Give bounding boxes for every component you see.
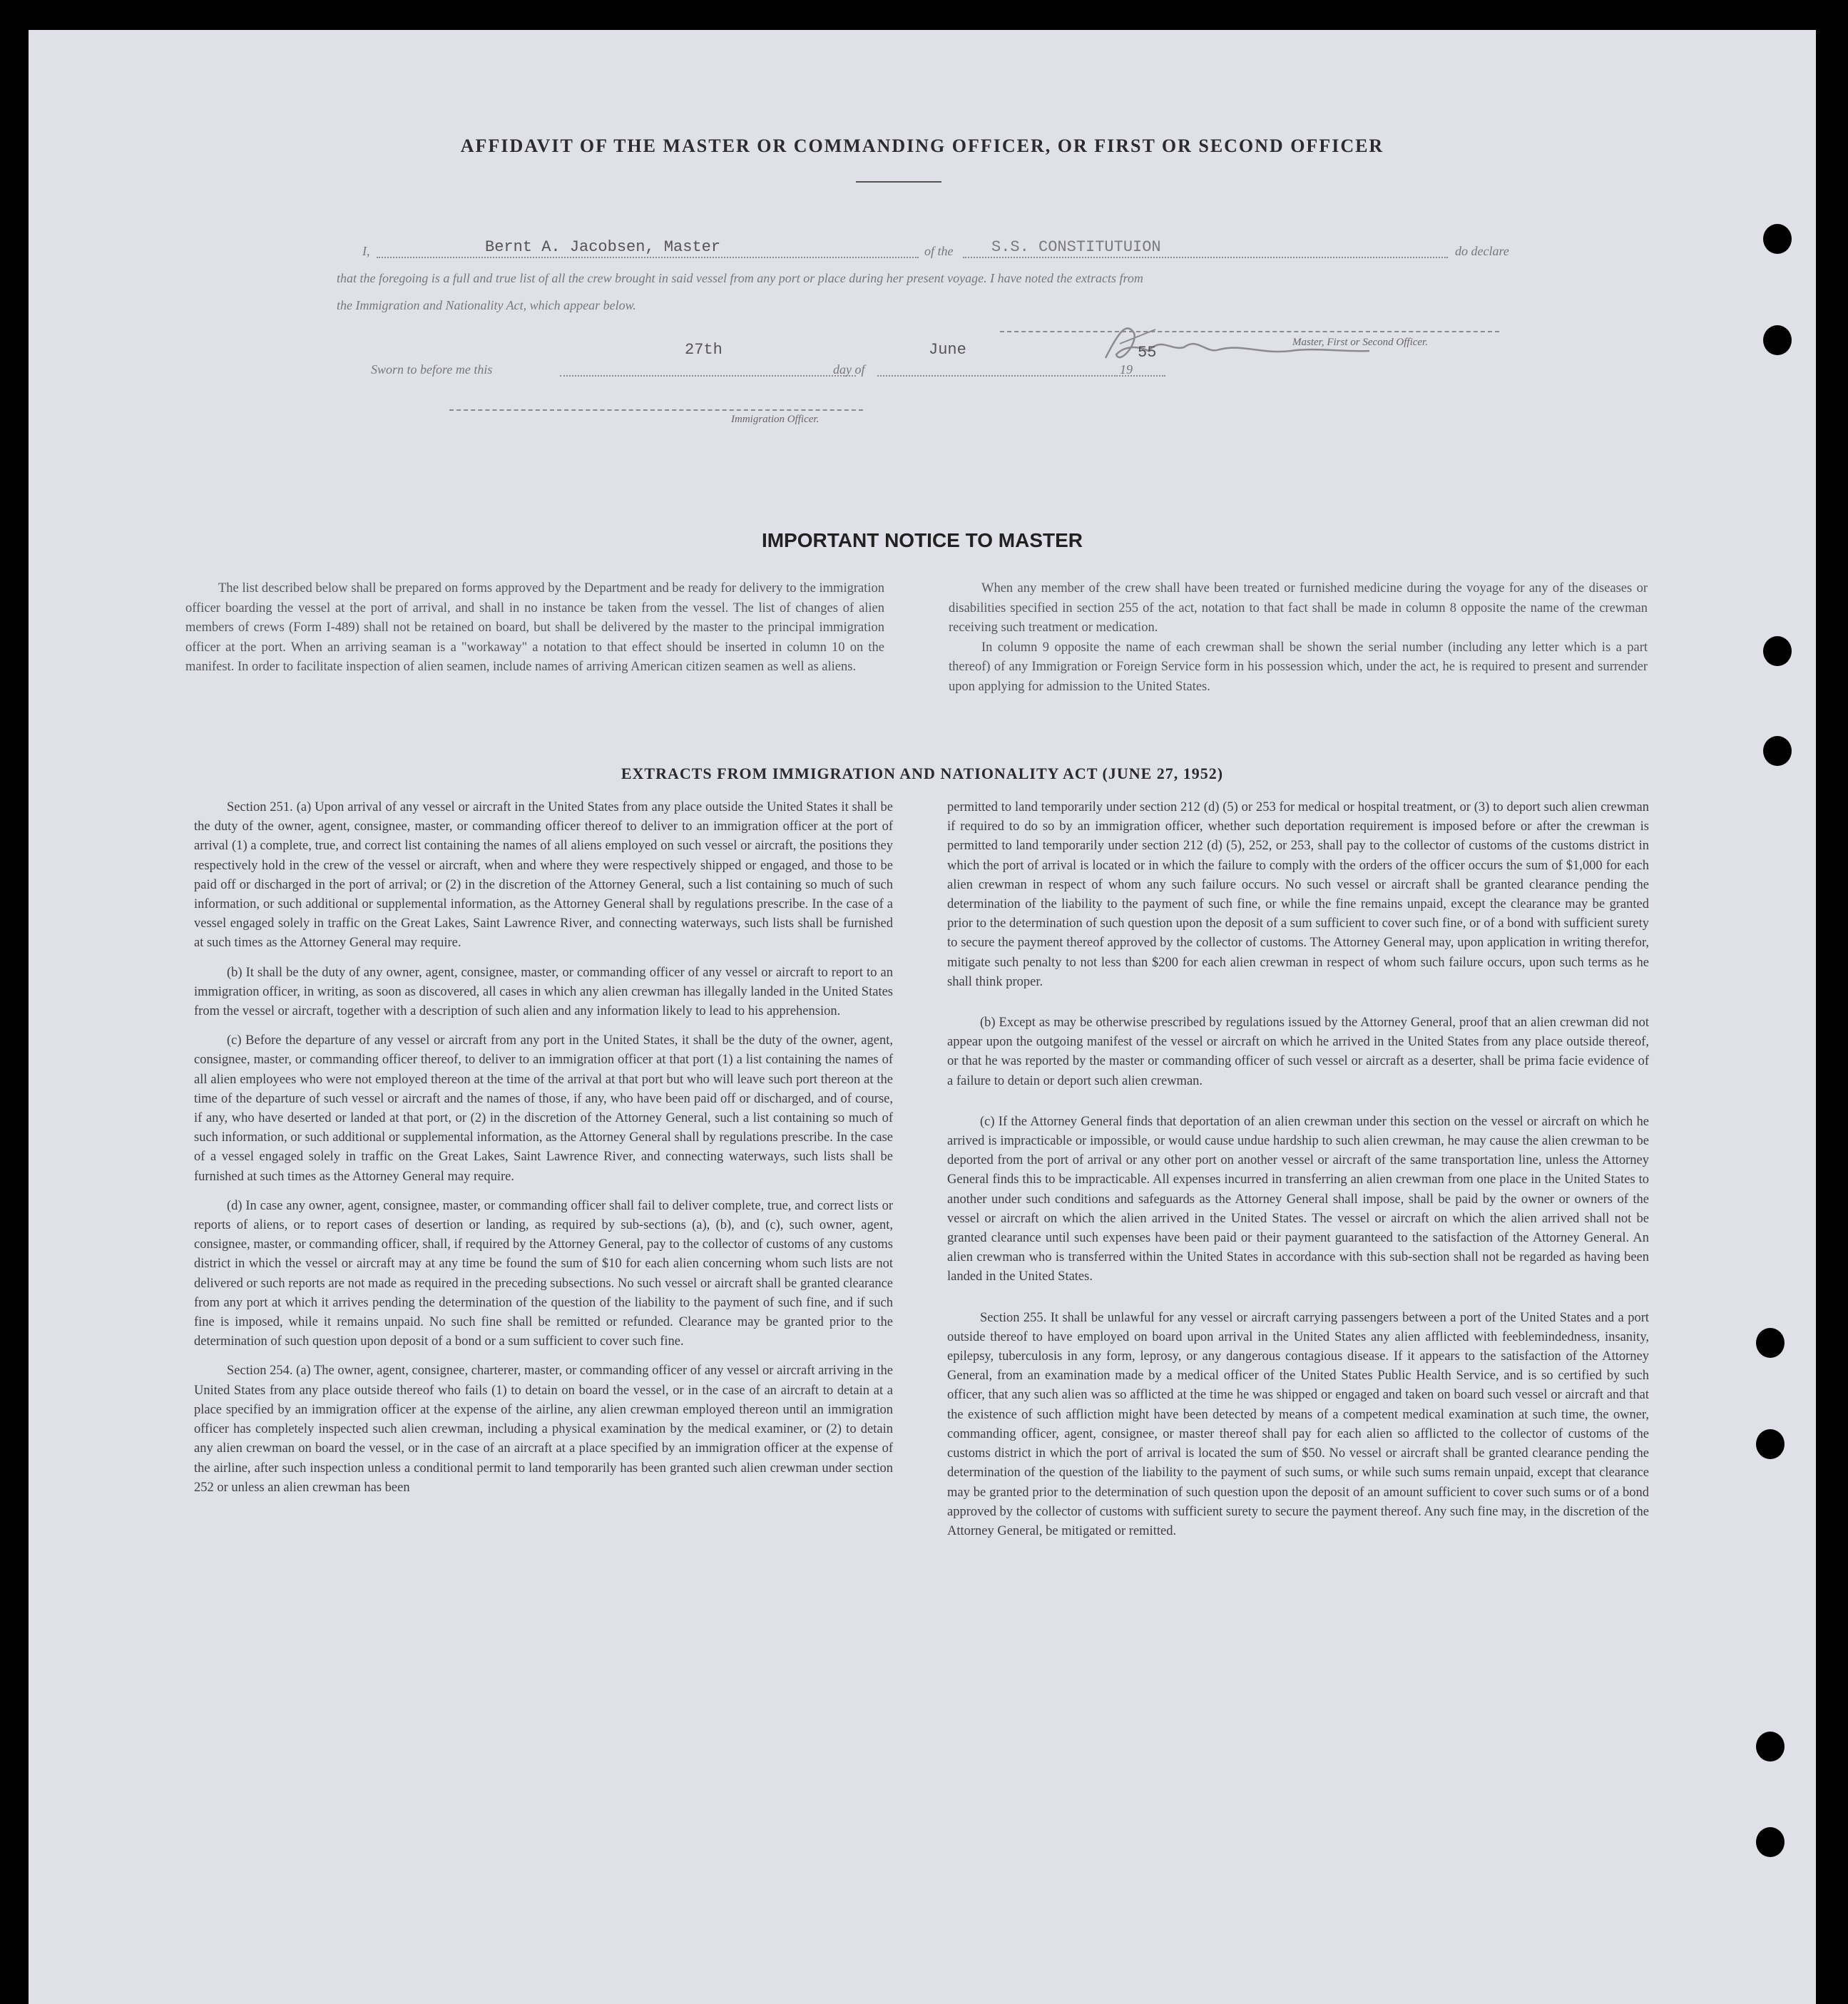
binder-hole [1763, 736, 1792, 766]
year-field: 55 [1138, 344, 1157, 362]
day-line [560, 375, 856, 377]
vessel-line [963, 257, 1448, 258]
section-254a: Section 254. (a) The owner, agent, consignee, charterer, master, or commanding officer of any vessel or aircraft arriving in the United States from any place outside thereof who fails (1) to detain on board the vessel, or in the case of an aircraft to detain at a place specified by an immigration officer at the expense of the airline, any alien crewman employed thereon until an immigration officer has completely inspected such alien crewman, including a physical examination by the medical examiner, or (2) to detain any alien crewman on board the vessel, or in the case of an aircraft at a place specified by an immigration officer at the expense of the airline, after such inspection unless a conditional permit to land temporarily has been granted such alien crewman under section 252 or unless an alien crewman has been [194, 1364, 893, 1495]
binder-hole [1756, 1328, 1785, 1358]
vessel-name-field: S.S. CONSTITUTUION [991, 238, 1161, 256]
binder-hole [1763, 325, 1792, 355]
notice-left-paragraph: The list described below shall be prepared on forms approved by the Department and be ready for delivery to the immigration officer boarding the vessel at the port of arrival, and shall in no instance be taken from the vessel. The list of changes of alien members of crews (Form I-489) shall not be retained on board, but shall be delivered by the master to the principal immigration officer at the port. When an arriving seaman is a "workaway" a notation to that effect should be inserted in column 10 on the manifest. In order to facilitate inspection of alien seamen, include names of arriving American citizen seamen as well as aliens. [185, 581, 884, 674]
name-line [377, 257, 919, 258]
of-the-label: of the [924, 244, 954, 258]
extracts-left-column [194, 798, 893, 1498]
extracts-heading: EXTRACTS FROM IMMIGRATION AND NATIONALITY ACT (JUNE 27, 1952) [621, 765, 1224, 782]
notice-right-paragraph-2: In column 9 opposite the name of each crewman shall be shown the serial number (including any letter which is a part thereof) of any Immigration or Foreign Service form in his possession which, under the act, he is required to present and surrender upon applying for admission to the United States. [949, 640, 1648, 694]
master-caption: Master, First or Second Officer. [1292, 337, 1428, 348]
day-of-label: day of [833, 362, 865, 377]
statement-line-2: the Immigration and Nationality Act, which appear below. [337, 298, 636, 312]
section-254c: (c) If the Attorney General finds that deportation of an alien crewman under this section on the vessel or aircraft on which he arrived is impracticable or impossible, or would cause undue hardship to such alien crewman, he may cause the alien crewman to be deported from the port of arrival or any other port on another vessel or aircraft of the same transportation line, unless the Attorney General finds this to be impracticable. All expenses incurred in transferring an alien crewman from one place in the United States to another under such conditions and safeguards as the Attorney General shall impose, shall be paid by the owner or owners of the vessel or aircraft on which the alien arrived in the United States. The vessel or aircraft on which the alien arrived shall not be granted clearance until such expenses have been paid or their payment guaranteed to the satisfaction of the Attorney General. An alien crewman who is transferred within the United States in accordance with this sub-section shall not be regarded as having been landed in the United States. [947, 1114, 1649, 1284]
section-251a: Section 251. (a) Upon arrival of any vessel or aircraft in the United States from any place outside the United States it shall be the duty of the owner, agent, consignee, master, or commanding officer thereof to deliver to an immigration officer at the port of arrival (1) a complete, true, and correct list containing the names of all aliens employed on such vessel or aircraft, the positions they respectively hold in the crew of the vessel or aircraft, when and where they were respectively shipped or engaged, and those to be paid off or discharged in the port of arrival; or (2) in the discretion of the Attorney General, such a list containing so much of such information, or such additional or supplemental information, as the Attorney General shall by regulations prescribe. In the case of a vessel engaged solely in traffic on the Great Lakes, Saint Lawrence River, and connecting waterways, such lists shall be furnished at such times as the Attorney General may require. [194, 800, 893, 951]
extracts-right-column [947, 798, 1649, 1541]
binder-hole [1756, 1732, 1785, 1762]
declare-label: do declare [1455, 244, 1509, 258]
notice-right-column [949, 579, 1648, 697]
section-254a-continued: permitted to land temporarily under section 212 (d) (5) or 253 for medical or hospital treatment, or (3) to deport such alien crewman if required to do so by an immigration officer, whether such deportation requirement is imposed before or after the crewman is permitted to land temporarily under section 212 (d) (5), 252, or 253, shall pay to the collector of customs of the customs district in which the port of arrival is located or in which the failure to comply with the orders of the officer occurs the sum of $1,000 for each alien crewman in respect of whom any such failure occurs. No such vessel or aircraft shall be granted clearance pending the determination of the liability to the payment of such fine, or while the fine remains unpaid, except the clearance may be granted prior to the determination of such question upon the deposit of a sum sufficient to cover such fine, or of a bond with sufficient surety to secure the payment thereof approved by the collector of customs. The Attorney General may, upon application in writing therefor, mitigate such penalty to not less than $200 for each alien crewman in respect of whom such failure occurs, upon such terms as he shall think proper. [947, 800, 1649, 989]
month-line [877, 375, 1113, 377]
officer-caption: Immigration Officer. [731, 414, 820, 425]
sworn-label: Sworn to before me this [371, 362, 493, 377]
binder-hole [1756, 1827, 1785, 1857]
year-line [1114, 375, 1165, 377]
notice-heading: IMPORTANT NOTICE TO MASTER [761, 529, 1083, 551]
document-page [29, 30, 1816, 2004]
statement-line-1: that the foregoing is a full and true list of all the crew brought in said vessel from any port or place during her present voyage. I have noted the extracts from [337, 271, 1143, 285]
binder-hole [1756, 1429, 1785, 1459]
section-251b: (b) It shall be the duty of any owner, agent, consignee, master, or commanding officer of any vessel or aircraft to report to an immigration officer, in writing, as soon as discovered, all cases in which any alien crewman has illegally landed in the United States from the vessel or aircraft, together with a description of such alien and any information likely to lead to his apprehension. [194, 965, 893, 1019]
section-251c: (c) Before the departure of any vessel or aircraft from any port in the United States, it shall be the duty of the owner, agent, consignee, master, or commanding officer thereof, to deliver to an immigration officer at that port (1) a list containing the names of all alien employees who were not employed thereon at the time of the arrival at that port but who will leave such port thereon at the time of the departure of such vessel or aircraft and the names of those, if any, who have been paid off or discharged, and of course, if any, who have deserted or landed at that port, or (2) in the discretion of the Attorney General, such a list containing so much of such information, or such additional or supplemental information, as the Attorney General shall by regulations prescribe. In the case of a vessel engaged solely in traffic on the Great Lakes, Saint Lawrence River, and connecting waterways, such lists shall be furnished at such times as the Attorney General may require. [194, 1033, 893, 1184]
section-255: Section 255. It shall be unlawful for any vessel or aircraft carrying passengers between a port of the United States and a port outside thereof to have employed on board upon arrival in the United States any alien afflicted with feeblemindedness, insanity, epilepsy, tuberculosis in any form, leprosy, or any dangerous contagious disease. If it appears to the satisfaction of the Attorney General, from an examination made by a medical officer of the United States Public Health Service, and is so certified by such officer, that any such alien was so afflicted at the time he was shipped or engaged and taken on board such vessel or aircraft and that the existence of such affliction might have been detected by means of a competent medical examination at such time, the owner, commanding officer, agent, consignee, or master thereof shall pay for each alien so afflicted to the collector of customs of the customs district in which the port of arrival is located the sum of $50. No vessel or aircraft shall be granted clearance pending the determination of the question of the liability to the payment of such sums, or while such sums remain unpaid, except that clearance may be granted prior to the determination of such question upon the deposit of an amount sufficient to cover such sums or of a bond approved by the collector of customs with sufficient surety to secure the payment thereof. Any such fine may, in the discretion of the Attorney General, be mitigated or remitted. [947, 1310, 1649, 1538]
month-field: June [929, 341, 966, 359]
officer-signature-line [449, 409, 863, 411]
binder-hole [1763, 224, 1792, 254]
binder-hole [1763, 636, 1792, 666]
master-name-field: Bernt A. Jacobsen, Master [485, 238, 721, 256]
day-field: 27th [685, 341, 723, 359]
i-label: I, [362, 244, 370, 258]
notice-right-paragraph-1: When any member of the crew shall have been treated or furnished medicine during the voyage for any of the diseases or disabilities specified in section 255 of the act, notation to that fact shall be made in column 8 opposite the name of the crewman receiving such treatment or medication. [949, 581, 1648, 635]
year-prefix: 19 [1120, 362, 1133, 377]
section-254b: (b) Except as may be otherwise prescribed by regulations issued by the Attorney General, proof that an alien crewman did not appear upon the outgoing manifest of the vessel or aircraft on which he arrived in the United States from any place outside thereof, or that he was reported by the master or commanding officer of such vessel or aircraft as a deserter, shall be prima facie evidence of a failure to detain or deport such alien crewman. [947, 1016, 1649, 1088]
notice-left-column [185, 579, 884, 678]
section-251d: (d) In case any owner, agent, consignee, master, or commanding officer shall fail to deliver complete, true, and correct lists or reports of aliens, or to report cases of desertion or landing, as required by sub-sections (a), (b), and (c), such owner, agent, consignee, master, or commanding officer, shall, if required by the Attorney General, pay to the collector of customs of any customs district in which the vessel or aircraft may at any time be found the sum of $10 for each alien concerning whom such lists are not delivered or such reports are not made as required in the preceding subsections. No such vessel or aircraft shall be granted clearance from any port at which it arrives pending the determination of the question of the liability to the payment of such fine, and if such fine is imposed, while it remains unpaid. No such fine shall be remitted or refunded. Clearance may be granted prior to the determination of such question upon deposit of a bond or a sum sufficient to cover such fine. [194, 1198, 893, 1349]
signature-line [1000, 331, 1499, 332]
title-divider [856, 181, 941, 183]
affidavit-title: AFFIDAVIT OF THE MASTER OR COMMANDING OFFICER, OR FIRST OR SECOND OFFICER [460, 136, 1384, 156]
